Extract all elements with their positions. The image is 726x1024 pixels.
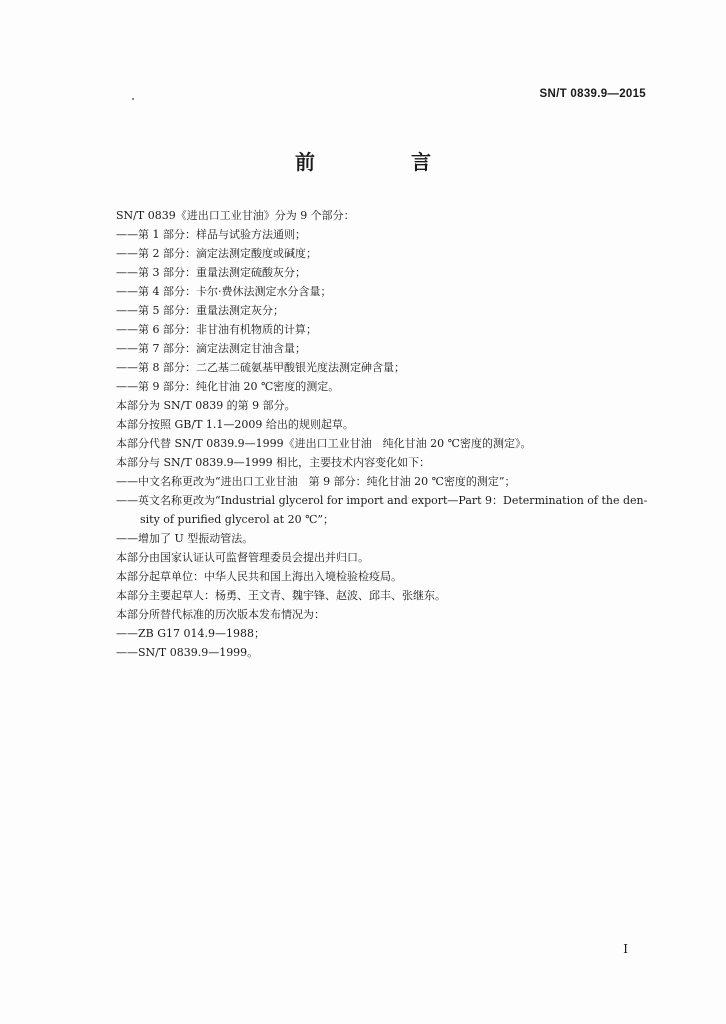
text-line: 本部分主要起草人：杨勇、王文青、魏宇锋、赵波、邱丰、张继东。 bbox=[116, 589, 446, 602]
text-line: ——第 1 部分：样品与试验方法通则； bbox=[116, 228, 306, 241]
page-number: I bbox=[623, 942, 628, 956]
text-line: 本部分所替代标准的历次版本发布情况为： bbox=[116, 608, 325, 621]
page-title: 前 言 bbox=[295, 150, 469, 174]
text-line: 本部分为 SN/T 0839 的第 9 部分。 bbox=[116, 399, 296, 412]
text-line: ——第 9 部分：纯化甘油 20 ℃密度的测定。 bbox=[116, 380, 340, 393]
scan-speck bbox=[132, 98, 134, 100]
text-line: ——第 6 部分：非甘油有机物质的计算； bbox=[116, 323, 317, 336]
text-line: ——第 8 部分：二乙基二硫氨基甲酸银光度法测定砷含量； bbox=[116, 361, 405, 374]
standard-code: SN/T 0839.9—2015 bbox=[539, 88, 646, 100]
text-line: ——第 2 部分：滴定法测定酸度或碱度； bbox=[116, 247, 317, 260]
foreword-body bbox=[116, 206, 652, 662]
text-line: 本部分由国家认证认可监督管理委员会提出并归口。 bbox=[116, 551, 369, 564]
text-line: ——ZB G17 014.9—1988； bbox=[116, 627, 265, 640]
text-line-continuation: sity of purified glycerol at 20 ℃”； bbox=[140, 513, 335, 526]
text-line: ——第 4 部分：卡尔·费休法测定水分含量； bbox=[116, 285, 332, 298]
text-line: 本部分与 SN/T 0839.9—1999 相比，主要技术内容变化如下： bbox=[116, 456, 431, 469]
text-line: 本部分按照 GB/T 1.1—2009 给出的规则起草。 bbox=[116, 418, 354, 431]
text-line: ——英文名称更改为“Industrial glycerol for import and export—Part 9：Determination of the den- bbox=[116, 494, 648, 507]
text-line: ——中文名称更改为“进出口工业甘油 第 9 部分：纯化甘油 20 ℃密度的测定”； bbox=[116, 475, 516, 488]
text-line: ——第 5 部分：重量法测定灰分； bbox=[116, 304, 284, 317]
text-line: ——SN/T 0839.9—1999。 bbox=[116, 646, 259, 659]
text-line: ——第 7 部分：滴定法测定甘油含量； bbox=[116, 342, 306, 355]
text-line: ——第 3 部分：重量法测定硫酸灰分； bbox=[116, 266, 306, 279]
text-line: 本部分起草单位：中华人民共和国上海出入境检验检疫局。 bbox=[116, 570, 402, 583]
text-line: SN/T 0839《进出口工业甘油》分为 9 个部分： bbox=[116, 209, 355, 222]
text-line: ——增加了 U 型振动管法。 bbox=[116, 532, 254, 545]
text-line: 本部分代替 SN/T 0839.9—1999《进出口工业甘油 纯化甘油 20 ℃密度的测定》。 bbox=[116, 437, 532, 450]
